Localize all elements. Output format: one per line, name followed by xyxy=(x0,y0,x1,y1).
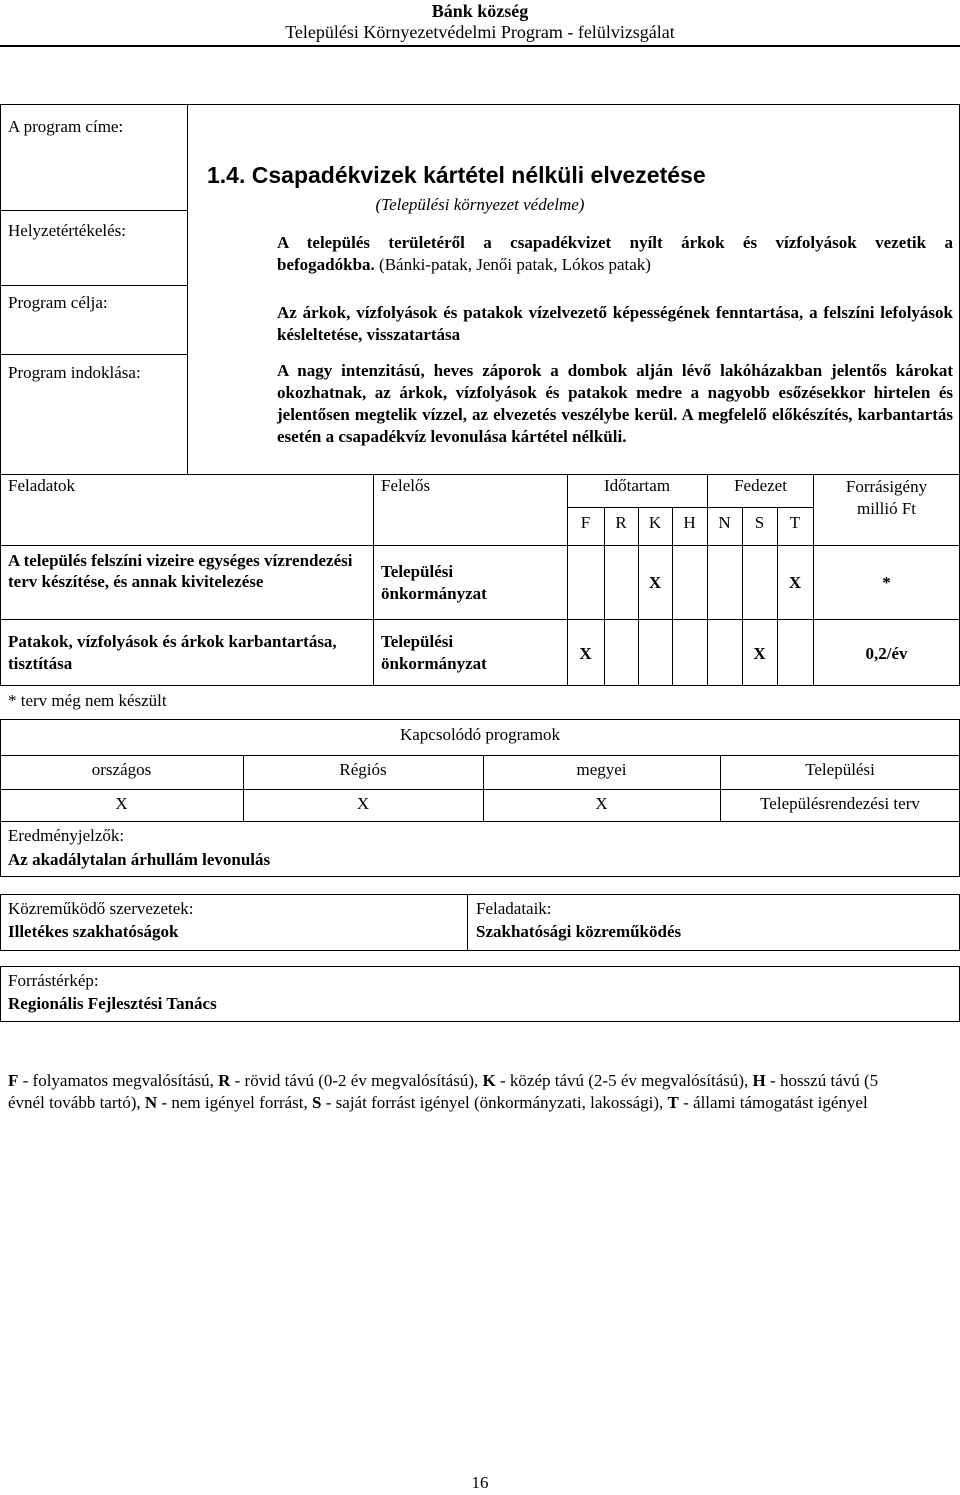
period-t: T xyxy=(789,513,801,532)
period-divider-4 xyxy=(707,474,708,685)
tasks-header-duration: Időtartam xyxy=(603,476,671,495)
period-divider-3 xyxy=(672,507,673,685)
period-h: H xyxy=(683,513,696,532)
tasks-footnote: * terv még nem készült xyxy=(8,691,167,710)
related-value-county: X xyxy=(595,794,608,813)
situation-line-1: A település területéről a csapadékvizet nyílt árkok és vízfolyások vezetik a xyxy=(277,233,953,252)
label-rule-1 xyxy=(0,210,188,211)
task-2-mark-s: X xyxy=(753,644,766,663)
situation-rest: (Bánki-patak, Jenői patak, Lókos patak) xyxy=(374,255,651,274)
coop-separator xyxy=(467,894,468,950)
situation-line-2 xyxy=(277,254,953,276)
related-top-border xyxy=(0,719,960,720)
header-document-title: Települési Környezetvédelmi Program - felülvizsgálat xyxy=(285,22,675,42)
label-rule-3 xyxy=(0,354,188,355)
task-2-cost: 0,2/év xyxy=(865,644,908,663)
period-divider-1 xyxy=(604,507,605,685)
funding-left-border xyxy=(0,966,1,1021)
coop-left-border xyxy=(0,894,1,950)
funding-bottom-border xyxy=(0,1021,960,1022)
program-subtitle: (Települési környezet védelme) xyxy=(375,195,585,214)
tasks-header-tasks: Feladatok xyxy=(8,476,76,495)
indicators-bottom-border xyxy=(0,876,960,877)
indicators-left-border xyxy=(0,821,1,876)
legend-text-t: - állami támogatást igényel xyxy=(678,1093,868,1112)
related-header-municipal: Települési xyxy=(805,760,875,779)
funding-top-border xyxy=(0,966,960,967)
tasks-row1-bottom xyxy=(0,619,960,620)
funding-value: Regionális Fejlesztési Tanács xyxy=(8,994,217,1013)
period-k: K xyxy=(648,513,662,532)
period-s: S xyxy=(754,513,765,532)
tasks-header-bottom xyxy=(0,545,960,546)
coop-top-border xyxy=(0,894,960,895)
tasks-left-border xyxy=(0,474,1,685)
task-1-responsible: Települési önkormányzat xyxy=(381,562,487,603)
program-justification-text: A nagy intenzitású, heves záporok a dombok alján lévő lakóházakban jelentős károkat okozhatnak, az árkok, vízfolyások és patakok medre a nagyobb esőzésekkor hirtelen és jelentősen megtelik vízzel, az elvezetés veszélybe kerül. A megfelelő előkészítés, karbantartás esetén a csapadékvíz levonulása kártétel nélküli. xyxy=(277,361,953,446)
tasks-row2-bottom xyxy=(0,685,960,686)
tasks-header-responsible: Felelős xyxy=(381,476,431,495)
coop-bottom-border xyxy=(0,950,960,951)
period-divider-2 xyxy=(638,507,639,685)
related-title-bottom xyxy=(0,755,960,756)
related-header-bottom xyxy=(0,789,960,790)
coop-value: Illetékes szakhatóságok xyxy=(8,922,179,941)
related-programs-title: Kapcsolódó programok xyxy=(399,725,561,744)
task-1-cost: * xyxy=(882,573,891,592)
period-n: N xyxy=(718,513,731,532)
legend-text-r: - rövid távú (0-2 év megvalósítású), xyxy=(230,1071,483,1090)
program-goal-text: Az árkok, vízfolyások és patakok vízelvezető képességének fenntartása, a felszíni lefolyások késleltetése, visszatartása xyxy=(277,303,953,344)
tasks-col-responsible xyxy=(373,474,374,685)
tasks-header-funding xyxy=(813,476,960,520)
header-rule xyxy=(0,45,960,47)
related-header-national: országos xyxy=(91,760,152,779)
funding-need-label: Forrásigény xyxy=(845,477,928,496)
label-rule-2 xyxy=(0,285,188,286)
related-header-county: megyei xyxy=(576,760,627,779)
legend-text-n: - nem igényel forrást, xyxy=(157,1093,313,1112)
funding-need-unit: millió Ft xyxy=(856,499,917,518)
page-number: 16 xyxy=(471,1473,489,1492)
legend-text-h: - hosszú távú (5 évnél tovább tartó), xyxy=(8,1071,879,1112)
task-1-mark-t: X xyxy=(788,573,802,592)
box-left-border xyxy=(0,104,1,474)
label-situation: Helyzetértékelés: xyxy=(8,221,126,240)
period-r: R xyxy=(615,513,627,532)
program-title: 1.4. Csapadékvizek kártétel nélküli elvezetése xyxy=(207,162,706,188)
legend-key-h: H xyxy=(752,1071,766,1090)
box-separator xyxy=(187,104,188,474)
task-2-text: Patakok, vízfolyások és árkok karbantartása, tisztítása xyxy=(8,632,337,673)
legend-key-n: N xyxy=(144,1093,158,1112)
indicators-value: Az akadálytalan árhullám levonulás xyxy=(8,850,271,869)
coop-tasks-value: Szakhatósági közreműködés xyxy=(476,922,682,941)
legend-text-f: - folyamatos megvalósítású, xyxy=(18,1071,219,1090)
label-justification: Program indoklása: xyxy=(8,363,141,382)
task-2-mark-f: X xyxy=(579,644,592,663)
task-1-mark-k: X xyxy=(648,573,662,592)
legend-key-r: R xyxy=(218,1071,231,1090)
related-value-national: X xyxy=(115,794,128,813)
tasks-top-border xyxy=(0,474,960,475)
legend-key-s: S xyxy=(312,1093,322,1112)
tasks-header-coverage: Fedezet xyxy=(734,476,787,495)
related-header-regional: Régiós xyxy=(339,760,387,779)
funding-label: Forrástérkép: xyxy=(8,971,99,990)
duration-legend xyxy=(8,1070,896,1114)
legend-key-f: F xyxy=(8,1071,19,1090)
related-value-regional: X xyxy=(356,794,370,813)
period-divider-6 xyxy=(777,507,778,685)
legend-key-k: K xyxy=(482,1071,496,1090)
header-municipality: Bánk község xyxy=(431,1,529,21)
indicators-top-border xyxy=(0,821,960,822)
related-value-municipal: Településrendezési terv xyxy=(760,794,920,813)
legend-key-t: T xyxy=(667,1093,679,1112)
box-top-border xyxy=(0,104,960,105)
coop-label: Közreműködő szervezetek: xyxy=(8,899,194,918)
coop-tasks-label: Feladataik: xyxy=(476,899,552,918)
task-2-responsible: Települési önkormányzat xyxy=(381,632,487,673)
label-program-title: A program címe: xyxy=(8,117,124,136)
period-f: F xyxy=(580,513,591,532)
situation-bold: befogadókba. xyxy=(277,255,375,274)
label-goal: Program célja: xyxy=(8,293,108,312)
indicators-label: Eredményjelzők: xyxy=(8,826,125,845)
legend-text-s: - saját forrást igényel (önkormányzati, lakossági), xyxy=(321,1093,668,1112)
task-1-text: A település felszíni vizeire egységes vízrendezési terv készítése, és annak kivitelezése xyxy=(8,551,353,591)
legend-text-k: - közép távú (2-5 év megvalósítású), xyxy=(495,1071,753,1090)
